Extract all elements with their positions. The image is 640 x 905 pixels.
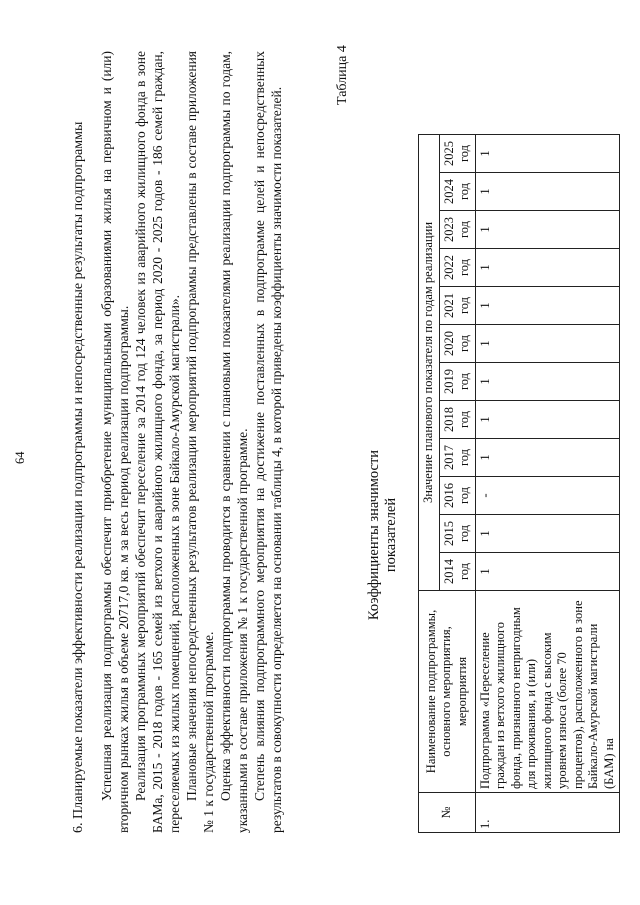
table-label: Таблица 4 bbox=[335, 45, 350, 105]
row-value: 1 bbox=[475, 401, 620, 439]
header-year: 2024 год bbox=[439, 173, 475, 211]
table-row bbox=[475, 135, 620, 833]
paragraph: Успешная реализация подпрограммы обеспечит приобретение муниципальными образованиями жилья на первичном и (или) вторичном рынках жилья в объеме 20717,0 кв. м за весь период реализации подпрограммы. bbox=[99, 51, 131, 833]
header-number: № bbox=[419, 793, 476, 833]
header-year: 2020 год bbox=[439, 325, 475, 363]
paragraph: Оценка эффективности подпрограммы проводится в сравнении с плановыми показателями реализации подпрограммы по годам, указанными в составе приложения № 1 к государственной программе. bbox=[218, 51, 250, 833]
header-year: 2019 год bbox=[439, 363, 475, 401]
coefficients-table bbox=[418, 134, 620, 833]
body-text bbox=[98, 51, 285, 833]
row-value: 1 bbox=[475, 287, 620, 325]
row-value: 1 bbox=[475, 135, 620, 173]
header-year: 2015 год bbox=[439, 515, 475, 553]
row-value: 1 bbox=[475, 325, 620, 363]
row-value: 1 bbox=[475, 173, 620, 211]
paragraph: Степень влияния подпрограммного мероприятия на достижение поставленных в подпрограмме целей и непосредственных результатов в совокупности определяется на основании таблицы 4, в которой приведены коэффициенты значимости показателей. bbox=[252, 51, 284, 833]
header-year: 2021 год bbox=[439, 287, 475, 325]
row-value: 1 bbox=[475, 515, 620, 553]
header-group: Значение планового показателя по годам реализации bbox=[419, 135, 440, 591]
paragraph: Реализация программных мероприятий обеспечит переселение за 2014 год 124 человек из аварийного жилищного фонда в зоне БАМа, 2015 - 2018 годов - 165 семей из ветхого и аварийного жилищного фонда, за период 2020 - 2025 годов - 186 семей граждан, переселяемых из жилых помещений, расположенных в зоне Байкало-Амурской магистрали». bbox=[133, 51, 182, 833]
header-name: Наименование подпрограммы, основного мероприятия, мероприятия bbox=[419, 591, 476, 793]
header-year: 2017 год bbox=[439, 439, 475, 477]
paragraph: Плановые значения непосредственных результатов реализации мероприятий подпрограммы представлены в составе приложения № 1 к государственной программе. bbox=[184, 51, 216, 833]
header-year: 2018 год bbox=[439, 401, 475, 439]
row-value: - bbox=[475, 477, 620, 515]
section-heading: 6. Планируемые показатели эффективности реализации подпрограммы и непосредственные результаты подпрограммы bbox=[71, 121, 86, 833]
header-year: 2016 год bbox=[439, 477, 475, 515]
row-name: Подпрограмма «Переселение граждан из ветхого жилищного фонда, признанного непригодным для проживания, и (или) жилищного фонда с высоким уровнем износа (более 70 процентов), расположенного в зоне Байкало-Амурской магистрали (БАМ) на bbox=[475, 591, 620, 793]
header-year: 2014 год bbox=[439, 553, 475, 591]
row-value: 1 bbox=[475, 363, 620, 401]
table-title: Коэффициенты значимости показателей bbox=[366, 449, 399, 621]
page-number: 64 bbox=[13, 451, 27, 464]
row-value: 1 bbox=[475, 211, 620, 249]
row-number: 1. bbox=[475, 793, 620, 833]
header-year: 2025 год bbox=[439, 135, 475, 173]
row-value: 1 bbox=[475, 553, 620, 591]
row-value: 1 bbox=[475, 249, 620, 287]
header-year: 2023 год bbox=[439, 211, 475, 249]
table-header-row bbox=[419, 135, 440, 833]
header-year: 2022 год bbox=[439, 249, 475, 287]
row-value: 1 bbox=[475, 439, 620, 477]
